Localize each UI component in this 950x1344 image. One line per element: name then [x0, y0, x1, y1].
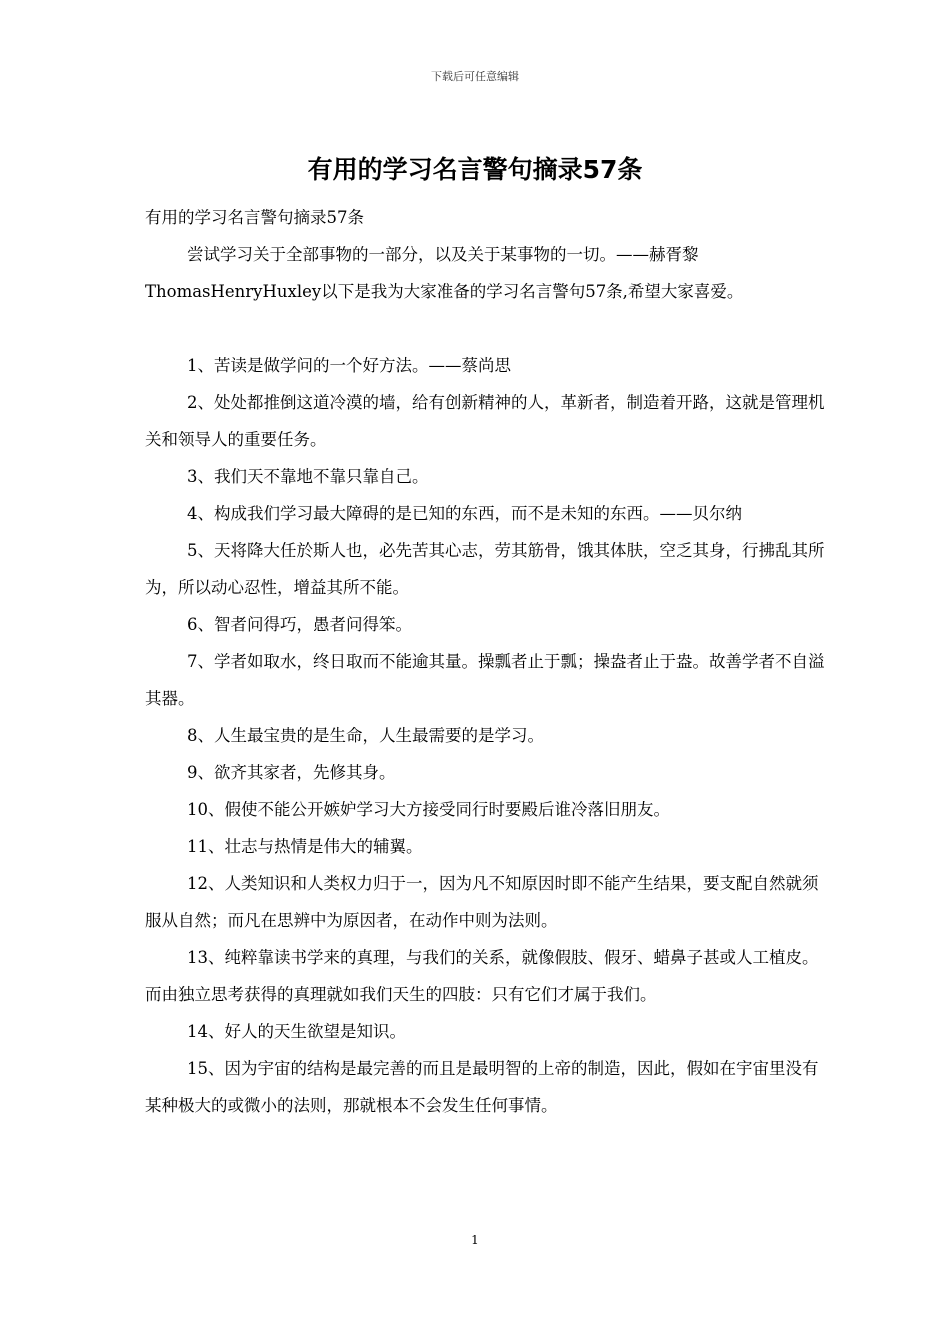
- quote-item: 3、我们天不靠地不靠只靠自己。: [187, 467, 429, 486]
- quote-item: 14、好人的天生欲望是知识。: [187, 1022, 406, 1041]
- quote-item: 1、苦读是做学问的一个好方法。——蔡尚思: [187, 356, 511, 375]
- quote-item: 9、欲齐其家者，先修其身。: [187, 763, 396, 782]
- document-body: [145, 199, 825, 1124]
- spacer: [145, 310, 825, 347]
- document-title: 有用的学习名言警句摘录57条: [307, 155, 643, 184]
- quote-item: 10、假使不能公开嫉妒学习大方接受同行时要殿后谁冷落旧朋友。: [187, 800, 670, 819]
- header-note: 下载后可任意编辑: [431, 70, 519, 83]
- subtitle: 有用的学习名言警句摘录57条: [145, 208, 364, 227]
- quote-item: 2、处处都推倒这道冷漠的墙，给有创新精神的人，革新者，制造着开路，这就是管理机关和领导人的重要任务。: [145, 393, 825, 449]
- quote-item: 5、天将降大任於斯人也，必先苦其心志，劳其筋骨，饿其体肤，空乏其身，行拂乱其所为，所以动心忍性，增益其所不能。: [145, 541, 825, 597]
- quote-item: 12、人类知识和人类权力归于一，因为凡不知原因时即不能产生结果，要支配自然就须服从自然；而凡在思辨中为原因者，在动作中则为法则。: [145, 874, 819, 930]
- quote-item: 11、壮志与热情是伟大的辅翼。: [187, 837, 423, 856]
- quote-item: 13、纯粹靠读书学来的真理，与我们的关系，就像假肢、假牙、蜡鼻子甚或人工植皮。而由独立思考获得的真理就如我们天生的四肢：只有它们才属于我们。: [145, 948, 819, 1004]
- intro-paragraph: 尝试学习关于全部事物的一部分，以及关于某事物的一切。——赫胥黎ThomasHenryHuxley以下是我为大家准备的学习名言警句57条,希望大家喜爱。: [145, 245, 744, 301]
- page-number: 1: [471, 1233, 479, 1247]
- quote-item: 6、智者问得巧，愚者问得笨。: [187, 615, 412, 634]
- quote-item: 15、因为宇宙的结构是最完善的而且是最明智的上帝的制造，因此，假如在宇宙里没有某种极大的或微小的法则，那就根本不会发生任何事情。: [145, 1059, 819, 1115]
- quote-item: 4、构成我们学习最大障碍的是已知的东西，而不是未知的东西。——贝尔纳: [187, 504, 742, 523]
- quote-item: 8、人生最宝贵的是生命，人生最需要的是学习。: [187, 726, 544, 745]
- quote-item: 7、学者如取水，终日取而不能逾其量。操瓢者止于瓢；操盎者止于盎。故善学者不自溢其器。: [145, 652, 825, 708]
